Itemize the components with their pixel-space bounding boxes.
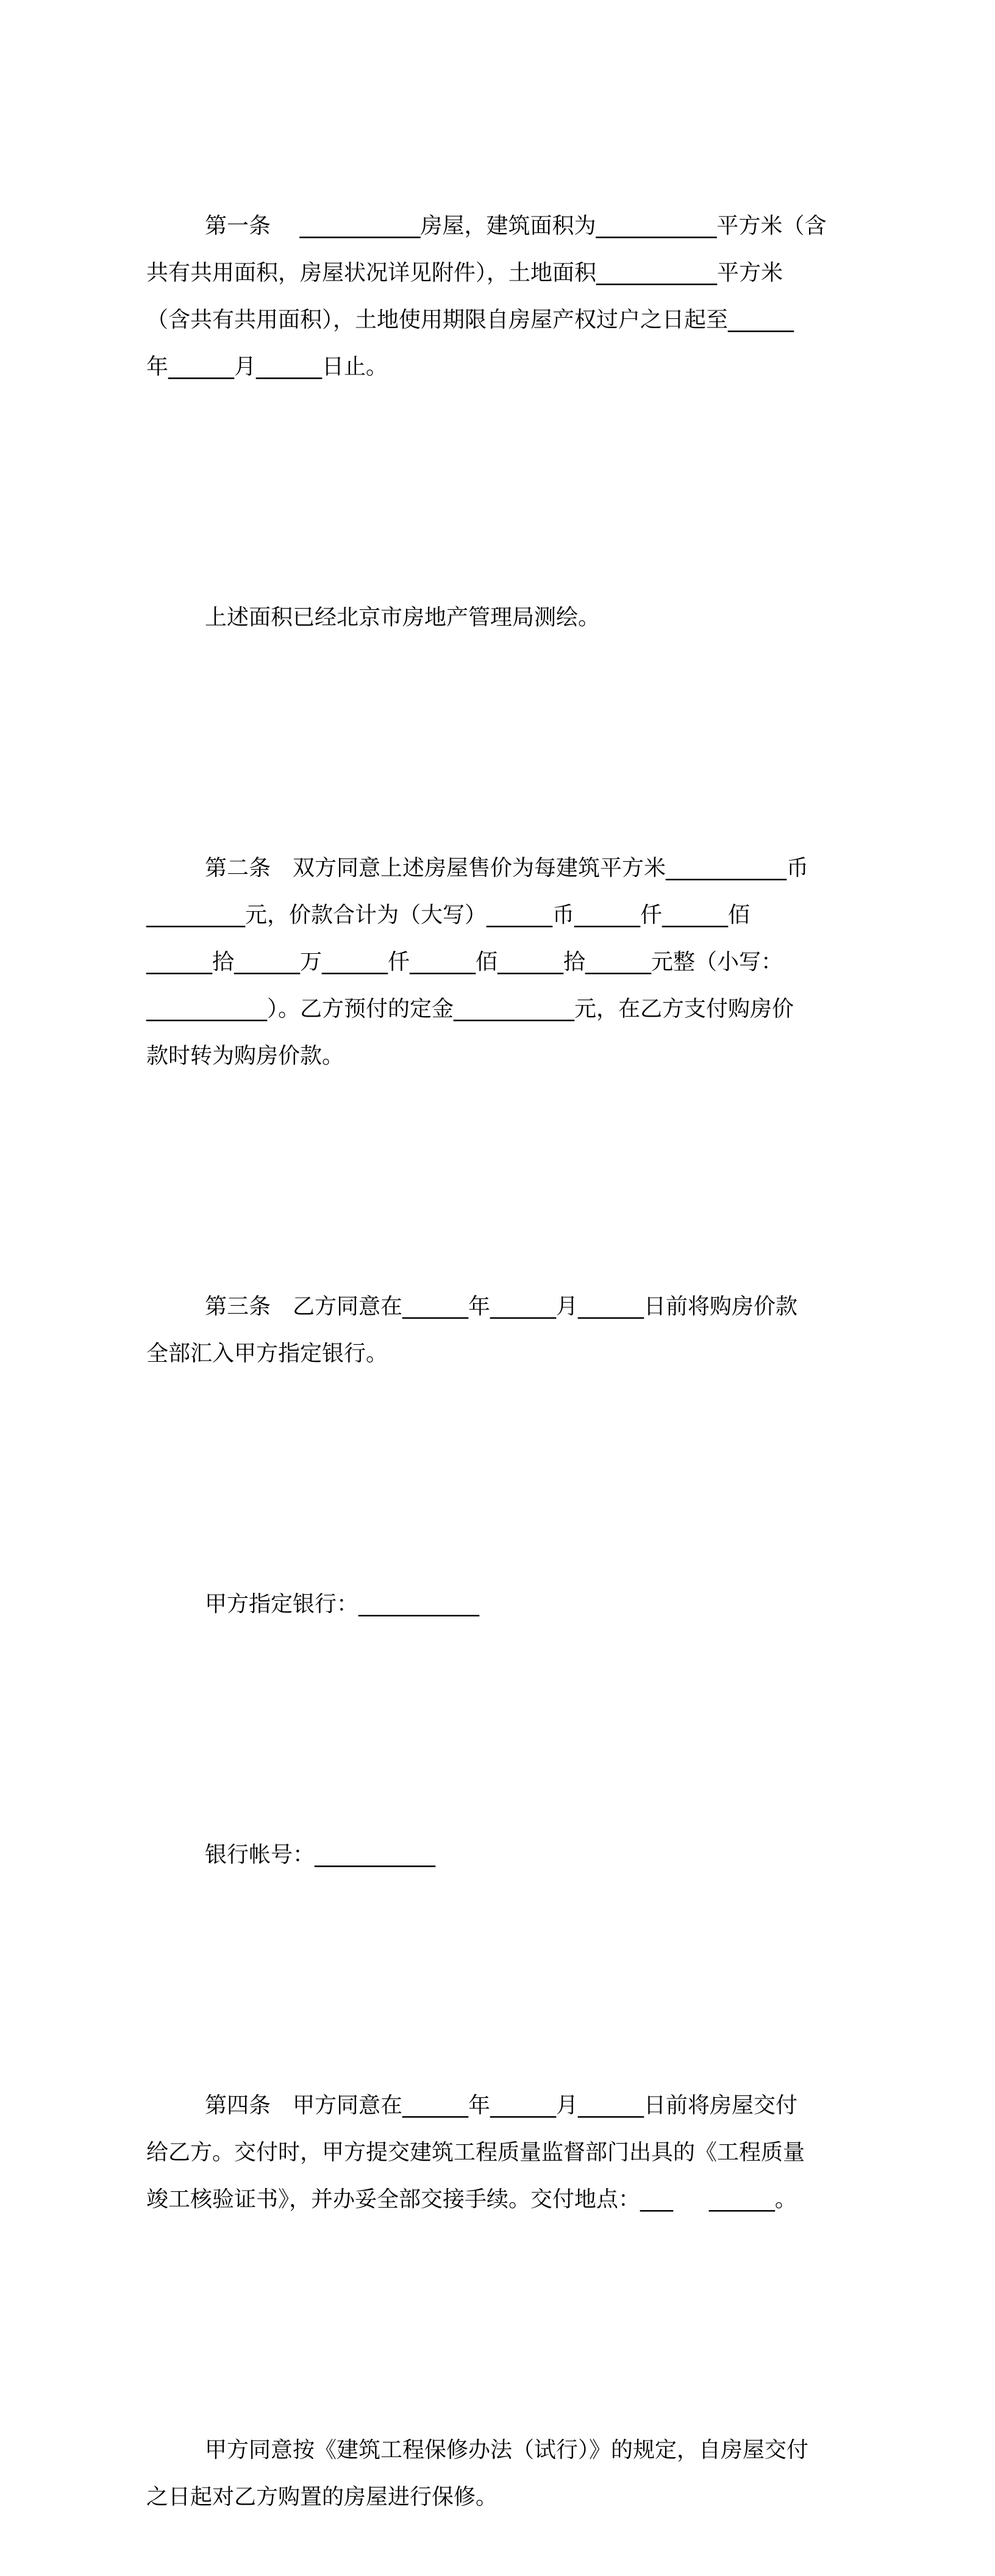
text-line: 款时转为购房价款。 (146, 1043, 344, 1068)
text-line: ______拾______万______仟______佰______拾______元整（小写： (146, 950, 783, 975)
text-line: ___________）。乙方预付的定金___________元，在乙方支付购房价 (146, 996, 794, 1021)
text-line: 甲方指定银行：___________ (205, 1592, 480, 1617)
text-line: 给乙方。交付时，甲方提交建筑工程质量监督部门出具的《工程质量 (146, 2140, 805, 2165)
text-line: 年______月______日止。 (146, 354, 388, 379)
text-line: 共有共用面积，房屋状况详见附件），土地面积___________平方米 (146, 260, 783, 285)
text-line: 甲方同意按《建筑工程保修办法（试行）》的规定，自房屋交付 (205, 2438, 809, 2463)
article-4-paragraph (146, 1988, 847, 2317)
text-line: 银行帐号：___________ (205, 1842, 436, 1867)
text-line: 竣工核验证书》，并办妥全部交接手续。交付地点：___ ______。 (146, 2187, 797, 2212)
text-line: 之日起对乙方购置的房屋进行保修。 (146, 2485, 498, 2510)
text-line: _________元，价款合计为（大写）______币______仟______佰 (146, 903, 751, 928)
warranty-paragraph (146, 2333, 847, 2576)
text-line: 上述面积已经北京市房地产管理局测绘。 (205, 605, 601, 630)
text-line: （含共有共用面积），土地使用期限自房屋产权过户之日起至______ (146, 307, 794, 332)
document-page (146, 109, 847, 2576)
article-2-paragraph (146, 751, 847, 1173)
text-line: 全部汇入甲方指定银行。 (146, 1341, 388, 1366)
bank-account-paragraph (146, 1737, 847, 1972)
bank-name-paragraph (146, 1487, 847, 1722)
text-line: 第一条 ___________房屋，建筑面积为___________平方米（含 (205, 213, 827, 238)
text-line: 第二条 双方同意上述房屋售价为每建筑平方米___________币 (205, 856, 809, 881)
article-1-paragraph (146, 109, 847, 484)
text-line: 第三条 乙方同意在______年______月______日前将购房价款 (205, 1294, 798, 1319)
survey-note-paragraph (146, 500, 847, 735)
text-line: 第四条 甲方同意在______年______月______日前将房屋交付 (205, 2093, 798, 2118)
article-3-paragraph (146, 1189, 847, 1471)
